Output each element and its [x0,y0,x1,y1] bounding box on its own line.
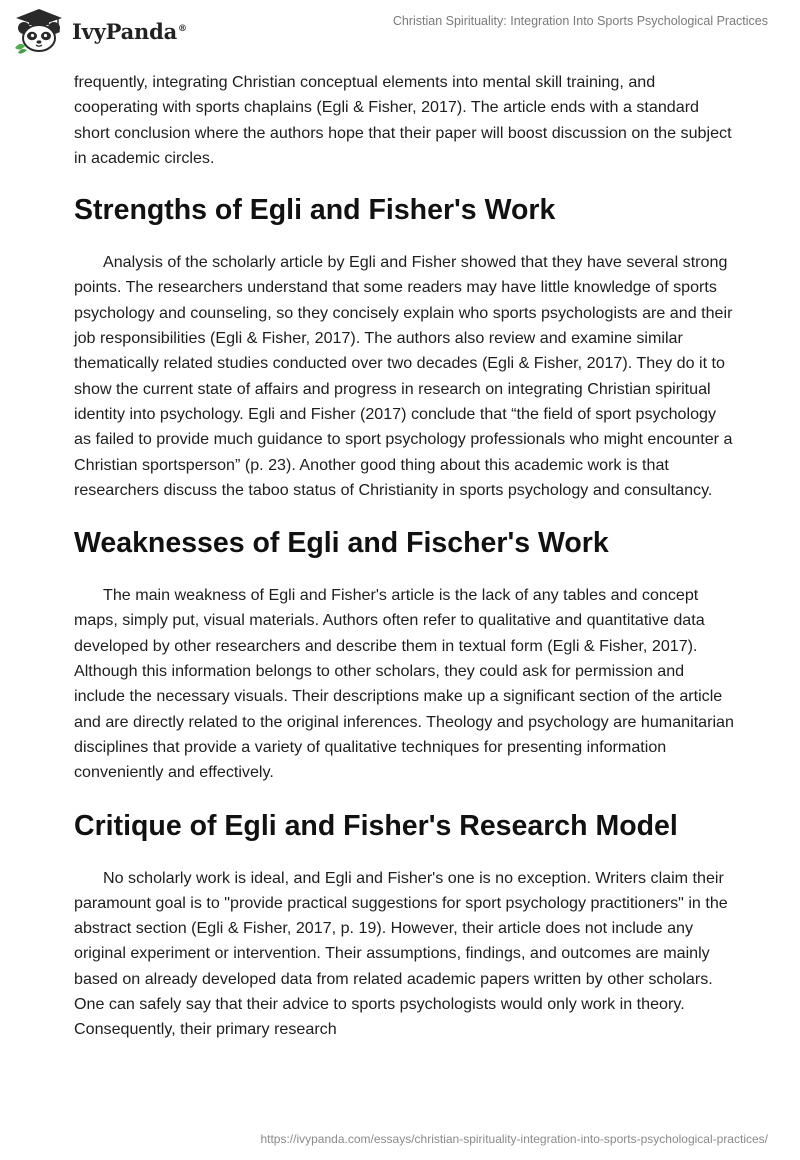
document-title: Christian Spirituality: Integration Into Sports Psychological Practices [392,14,768,28]
section-paragraph-weaknesses: The main weakness of Egli and Fisher's article is the lack of any tables and concept maps, simply put, visual materials. Authors often refer to qualitative and quantitative data developed by other researchers and describe them in textual form (Egli & Fisher, 2017). Although this information belongs to other scholars, they could ask for permission and include the necessary visuals. Their descriptions make up a significant section of the article and are directly related to the original inferences. Theology and psychology are humanitarian disciplines that provide a variety of qualitative techniques for presenting information conveniently and effectively. [74,586,734,782]
source-url[interactable]: https://ivypanda.com/essays/christian-spirituality-integration-into-sports-psychological-practices/ [260,1132,768,1146]
page-header [0,0,800,62]
section-heading-weaknesses: Weaknesses of Egli and Fischer's Work [74,527,609,560]
section-heading-critique: Critique of Egli and Fisher's Research Model [74,809,678,842]
section-paragraph-strengths: Analysis of the scholarly article by Egli and Fisher showed that they have several strong points. The researchers understand that some readers may have little knowledge of sports psychology and counseling, so they concisely explain who sports psychologists are and their job responsibilities (Egli & Fisher, 2017). The authors also review and examine similar thematically related studies conducted over two decades (Egli & Fisher, 2017). They do it to show the current state of affairs and progress in research on integrating Christian spiritual identity into psychology. Egli and Fisher (2017) conclude that “the field of sport psychology as failed to provide much guidance to sport psychology professionals who might encounter a Christian sportsperson” (p. 23). Another good thing about this academic work is that researchers discuss the taboo status of Christianity in sports psychology and consultancy. [74,253,733,499]
intro-paragraph: frequently, integrating Christian conceptual elements into mental skill training, and cooperating with sports chaplains (Egli & Fisher, 2017). The article ends with a standard short conclusion where the authors hope that their paper will boost discussion on the subject in academic circles. [74,73,732,167]
section-paragraph-critique: No scholarly work is ideal, and Egli and Fisher's one is no exception. Writers claim their paramount goal is to "provide practical suggestions for sport psychology practitioners" in the abstract section (Egli & Fisher, 2017, p. 19). However, their article does not include any original experiment or intervention. Their assumptions, findings, and outcomes are mainly based on already developed data from related academic papers written by other scholars. One can safely say that their advice to sports psychologists would only work in theory. Consequently, their primary research [74,868,728,1039]
panda-graduate-icon [12,8,66,54]
registered-mark: ® [178,23,187,34]
ivypanda-logo[interactable] [12,8,187,54]
section-heading-strengths: Strengths of Egli and Fisher's Work [74,194,556,227]
brand-name: IvyPanda® [72,18,187,44]
essay-body [74,70,734,1043]
